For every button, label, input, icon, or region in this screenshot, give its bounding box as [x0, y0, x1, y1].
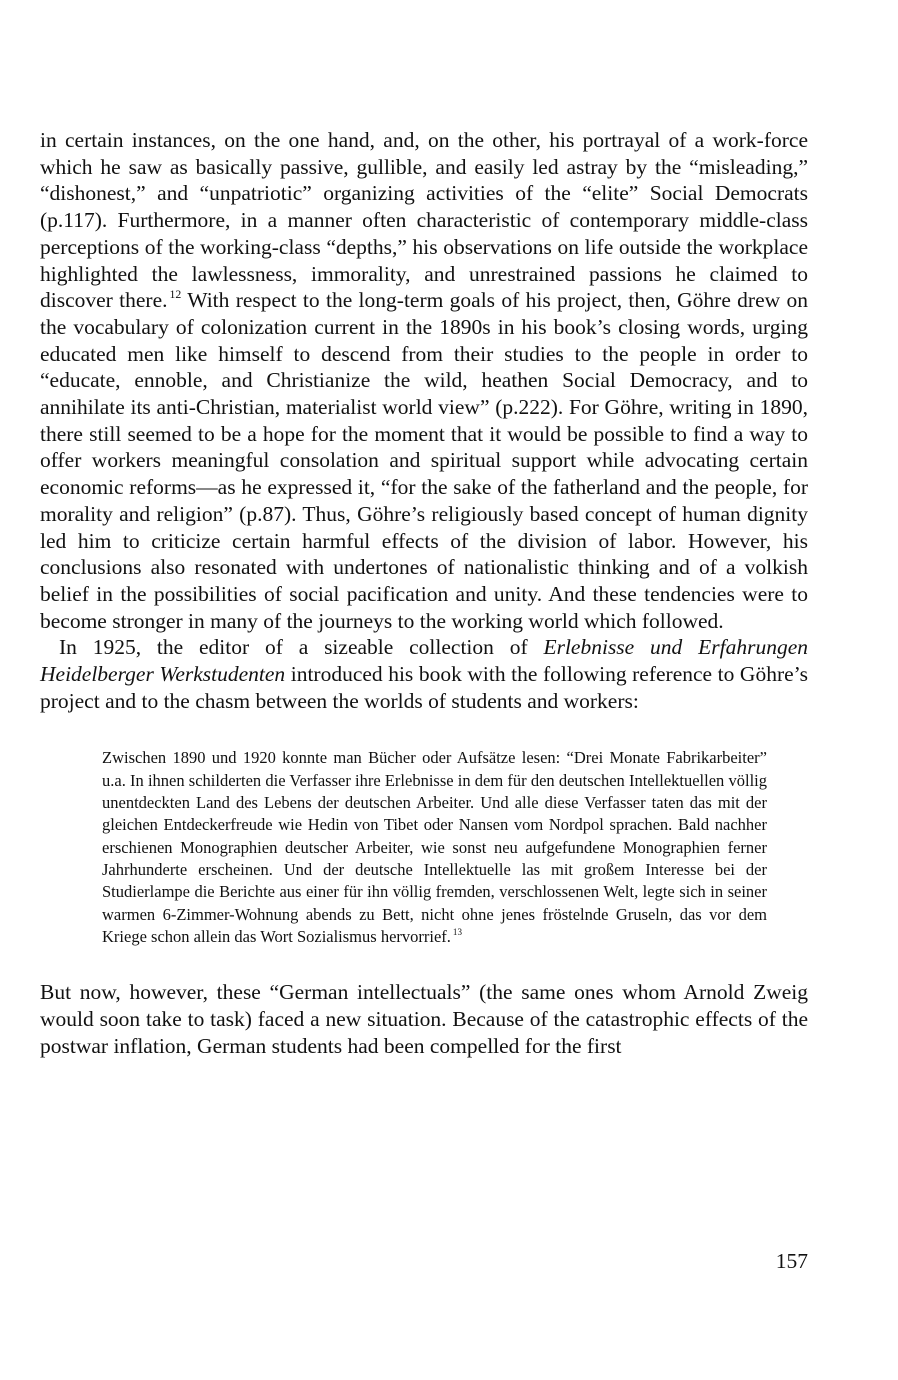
body-paragraph-2: [40, 634, 808, 714]
body-paragraph-3: [40, 979, 808, 1059]
page-number: 157: [775, 1249, 808, 1273]
paragraph-2-text-end: introduced his book with the following reference to Göhre’s project and to the chasm between the worlds of students and workers:: [40, 662, 808, 713]
footnote-ref-13: 13: [452, 927, 462, 938]
paragraph-2-text-start: In 1925, the editor of a sizeable collection of: [59, 635, 544, 660]
block-quote-text: Zwischen 1890 und 1920 konnte man Bücher oder Aufsätze lesen: “Drei Monate Fabrikarbeiter” u.a. In ihnen schilderten die Verfasser ihre Erlebnisse in dem für den deutschen Intellektuellen völlig unentdeckten Land des Lebens der deutschen Arbeiter. Und alle diese Verfasser taten das mit der gleichen Entdeckerfreude wie Hedin von Tibet oder Nansen vom Nordpol sprachen. Bald nachher erschienen Monographien deutscher Arbeiter, wie sonst neu aufgefundene Monographien ferner Jahrhunderte erscheinen. Und der deutsche Intellektuelle las mit großem Interesse bei der Studierlampe die Berichte aus einer für ihn völlig fremden, verschlossenen Welt, legte sich in seiner warmen 6-Zimmer-Wohnung abends zu Bett, nicht ohne jenes fröstelnde Gruseln, das vor dem Kriege schon allein das Wort Sozialismus hervorrief.: [102, 748, 767, 946]
footnote-ref-12: 12: [169, 287, 182, 302]
paragraph-1-text-continued: With respect to the long-term goals of his project, then, Göhre drew on the vocabulary of colonization current in the 1890s in his book’s closing words, urging educated men like himself to descend from their studies to the people in order to “educate, ennoble, and Christianize the wild, heathen Social Democracy, and to annihilate its anti-Christian, materialist world view” (p.222). For Göhre, writing in 1890, there still seemed to be a hope for the moment that it would be possible to find a way to offer workers meaningful consolation and spiritual support while advocating certain economic reforms—as he expressed it, “for the sake of the fatherland and the people, for morality and religion” (p.87). Thus, Göhre’s religiously based concept of human dignity led him to criticize certain harmful effects of the division of labor. However, his conclusions also resonated with undertones of nationalistic thinking and of a volkish belief in the possibilities of social pacification and unity. And these tendencies were to become stronger in many of the journeys to the working world which followed.: [40, 288, 808, 633]
body-paragraph-1: [40, 127, 808, 634]
book-title: Erlebnisse und Erfahrungen Heidelberger Werkstudenten: [40, 635, 808, 687]
paragraph-1-text: in certain instances, on the one hand, and, on the other, his portrayal of a work-force which he saw as basically passive, gullible, and easily led astray by the “misleading,” “dishonest,” and “unpatriotic” organizing activities of the “elite” Social Democrats (p.117). Furthermore, in a manner often characteristic of contemporary middle-class perceptions of the working-class “depths,” his observations on life outside the workplace highlighted the lawlessness, immorality, and unrestrained passions he claimed to discover there.: [40, 128, 808, 313]
page-body: [40, 127, 808, 1059]
paragraph-3-text: But now, however, these “German intellectuals” (the same ones whom Arnold Zweig would soon take to task) faced a new situation. Because of the catastrophic effects of the postwar inflation, German students had been compelled for the first: [40, 980, 808, 1058]
block-quote: [102, 747, 767, 948]
